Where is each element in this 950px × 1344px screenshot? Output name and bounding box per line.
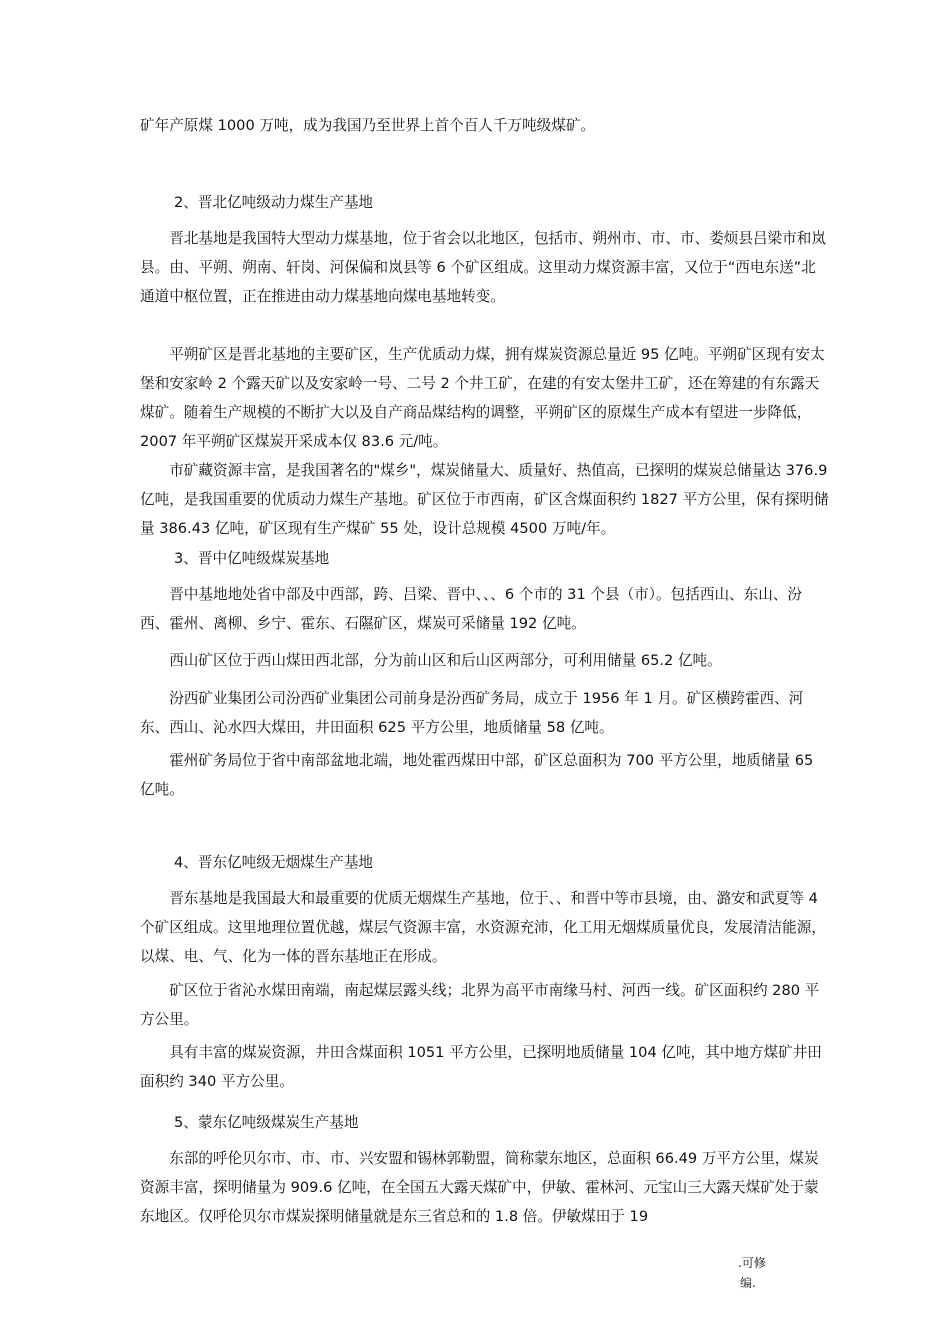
- paragraph-continuation: 矿年产原煤 1000 万吨，成为我国乃至世界上首个百人千万吨级煤矿。: [140, 117, 596, 134]
- paragraph-huozhou: 霍州矿务局位于省中南部盆地北端，地处霍西煤田中部，矿区总面积为 700 平方公里，地质储量 65 亿吨。: [140, 752, 814, 798]
- paragraph-xishan: 西山矿区位于西山煤田西北部，分为前山区和后山区两部分，可利用储量 65.2 亿吨。: [169, 652, 722, 669]
- section-heading-4: 4、晋东亿吨级无烟煤生产基地: [174, 854, 374, 871]
- paragraph-pingshuo: 平朔矿区是晋北基地的主要矿区，生产优质动力煤，拥有煤炭资源总量近 95 亿吨。平朔矿区现有安太堡和安家岭 2 个露天矿以及安家岭一号、二号 2 个井工矿，在建的有安太堡井工矿，还在筹建的有东露天煤矿。随着生产规模的不断扩大以及自产商品煤结构的调整，平朔矿区的原煤生产成本有望进一步降低，2007 年平朔矿区煤炭开采成本仅 83.6 元/吨。: [140, 346, 825, 450]
- footer-line-2: 编.: [740, 1276, 756, 1290]
- section-heading-5: 5、蒙东亿吨级煤炭生产基地: [174, 1114, 359, 1131]
- section-heading-2: 2、晋北亿吨级动力煤生产基地: [174, 194, 374, 211]
- section-heading-3: 3、晋中亿吨级煤炭基地: [174, 550, 330, 567]
- footer-note: [738, 1253, 778, 1293]
- footer-line-1: .可修: [738, 1256, 766, 1270]
- paragraph-jinzhong-base: 晋中基地地处省中部及中西部，跨、吕梁、晋中、、、6 个市的 31 个县（市）。包括西山、东山、汾西、霍州、离柳、乡宁、霍东、石隰矿区，煤炭可采储量 192 亿吨。: [140, 586, 803, 632]
- paragraph-mengdong-base: 东部的呼伦贝尔市、市、市、兴安盟和锡林郭勒盟，简称蒙东地区，总面积 66.49 万平方公里，煤炭资源丰富，探明储量为 909.6 亿吨，在全国五大露天煤矿中，伊敏、霍林河、元宝山三大露天煤矿处于蒙东地区。仅呼伦贝尔市煤炭探明储量就是东三省总和的 1.8 倍。伊敏煤田于 19: [140, 1150, 819, 1225]
- paragraph-resources: 具有丰富的煤炭资源，井田含煤面积 1051 平方公里，已探明地质储量 104 亿吨，其中地方煤矿井田面积约 340 平方公里。: [140, 1044, 822, 1090]
- paragraph-jindong-base: 晋东基地是我国最大和最重要的优质无烟煤生产基地，位于、、和晋中等市县境，由、潞安和武夏等 4 个矿区组成。这里地理位置优越，煤层气资源丰富，水资源充沛，化工用无烟煤质量优良，发展清洁能源，以煤、电、气、化为一体的晋东基地正在形成。: [140, 890, 826, 965]
- paragraph-fenxi: 汾西矿业集团公司汾西矿业集团公司前身是汾西矿务局，成立于 1956 年 1 月。矿区横跨霍西、河东、西山、沁水四大煤田，井田面积 625 平方公里，地质储量 58 亿吨。: [140, 690, 804, 736]
- paragraph-jinbei-base: 晋北基地是我国特大型动力煤基地，位于省会以北地区，包括市、朔州市、市、市、娄烦县吕梁市和岚县。由、平朔、朔南、轩岗、河保偏和岚县等 6 个矿区组成。这里动力煤资源丰富，又位于“西电东送”北通道中枢位置，正在推进由动力煤基地向煤电基地转变。: [140, 230, 826, 305]
- paragraph-city-mining: 市矿藏资源丰富，是我国著名的"煤乡"，煤炭储量大、质量好、热值高，已探明的煤炭总储量达 376.9 亿吨，是我国重要的优质动力煤生产基地。矿区位于市西南，矿区含煤面积约 1827 平方公里，保有探明储量 386.43 亿吨，矿区现有生产煤矿 55 处，设计总规模 4500 万吨/年。: [140, 462, 829, 537]
- paragraph-qinshui: 矿区位于省沁水煤田南端，南起煤层露头线；北界为高平市南缘马村、河西一线。矿区面积约 280 平方公里。: [140, 982, 820, 1028]
